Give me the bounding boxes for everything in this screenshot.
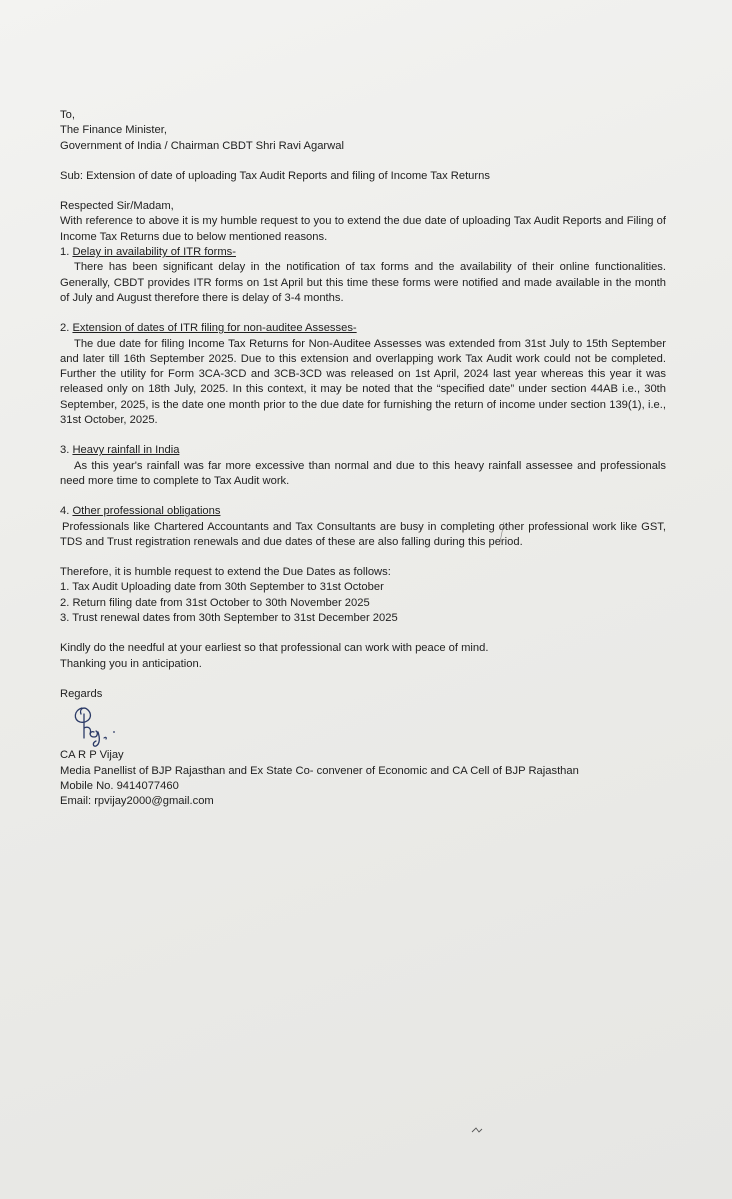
point-3-number: 3. [60, 444, 70, 457]
point-2-heading [60, 321, 666, 336]
point-2-title: Extension of dates of ITR filing for non-auditee Assesses- [72, 322, 357, 335]
handwritten-signature [60, 704, 150, 748]
point-2-number: 2. [60, 322, 70, 335]
point-3-title: Heavy rainfall in India [72, 444, 180, 457]
closing-line-2: Thanking you in anticipation. [60, 657, 202, 670]
point-4-body: Professionals like Chartered Accountants and Tax Consultants are busy in completing other professional work like GST, TDS and Trust registration renewals and due dates of these are also falling during this period. [60, 520, 666, 548]
regards: Regards [60, 687, 103, 700]
point-3-body: As this year's rainfall was far more excessive than normal and due to this heavy rainfall assessee and professionals need more time to complete to Tax Audit work. [60, 459, 666, 487]
sender-mobile: Mobile No. 9414077460 [60, 779, 179, 792]
intro-paragraph: With reference to above it is my humble request to you to extend the due date of uploading Tax Audit Reports and Filing of Income Tax Returns due to below mentioned reasons. [60, 215, 666, 243]
sender-email: Email: rpvijay2000@gmail.com [60, 795, 214, 808]
request-item: 3. Trust renewal dates from 30th September to 31st December 2025 [60, 612, 398, 625]
point-1-heading [60, 245, 666, 260]
request-item: 1. Tax Audit Uploading date from 30th September to 31st October [60, 581, 384, 594]
point-4-title: Other professional obligations [72, 505, 221, 518]
salutation: Respected Sir/Madam, [60, 200, 174, 213]
point-3-heading [60, 443, 666, 458]
request-intro: Therefore, it is humble request to extend the Due Dates as follows: [60, 566, 391, 579]
point-4-number: 4. [60, 505, 70, 518]
point-1-title: Delay in availability of ITR forms- [72, 246, 236, 259]
recipient-line-2: Government of India / Chairman CBDT Shri Ravi Agarwal [60, 139, 344, 152]
sender-title: Media Panellist of BJP Rajasthan and Ex State Co- convener of Economic and CA Cell of BJP Rajasthan [60, 764, 579, 777]
letter-body [60, 108, 666, 809]
point-1-number: 1. [60, 246, 70, 259]
subject-line: Sub: Extension of date of uploading Tax Audit Reports and filing of Income Tax Returns [60, 169, 490, 182]
closing-line-1: Kindly do the needful at your earliest so that professional can work with peace of mind. [60, 642, 489, 655]
recipient-line-1: The Finance Minister, [60, 124, 167, 137]
point-4-heading [60, 504, 666, 519]
pen-mark [496, 520, 508, 546]
signature-icon [70, 704, 150, 750]
point-1-body: There has been significant delay in the notification of tax forms and the availability of their online functionalities. Generally, CBDT provides ITR forms on 1st April but this time these forms were notified and made available in the month of July and August therefore there is delay of 3-4 months. [60, 261, 666, 304]
recipient-to: To, [60, 109, 75, 121]
point-2-body: The due date for filing Income Tax Returns for Non-Auditee Assesses was extended from 31st July to 15th September and later till 16th September 2025. Due to this extension and overlapping work Tax Audit work could not be completed. Further the utility for Form 3CA-3CD and 3CB-3CD was released on 1st April, 2024 last year whereas this year it was released only on 18th July, 2025. In this context, it may be noted that the “specified date” under section 44AB i.e., 30th September, 2025, is the date one month prior to the due date for furnishing the return of income under section 139(1), i.e., 31st October, 2025. [60, 337, 666, 427]
request-item: 2. Return filing date from 31st October to 30th November 2025 [60, 596, 370, 609]
paper-speck [470, 1124, 484, 1136]
sender-name: CA R P Vijay [60, 749, 124, 762]
